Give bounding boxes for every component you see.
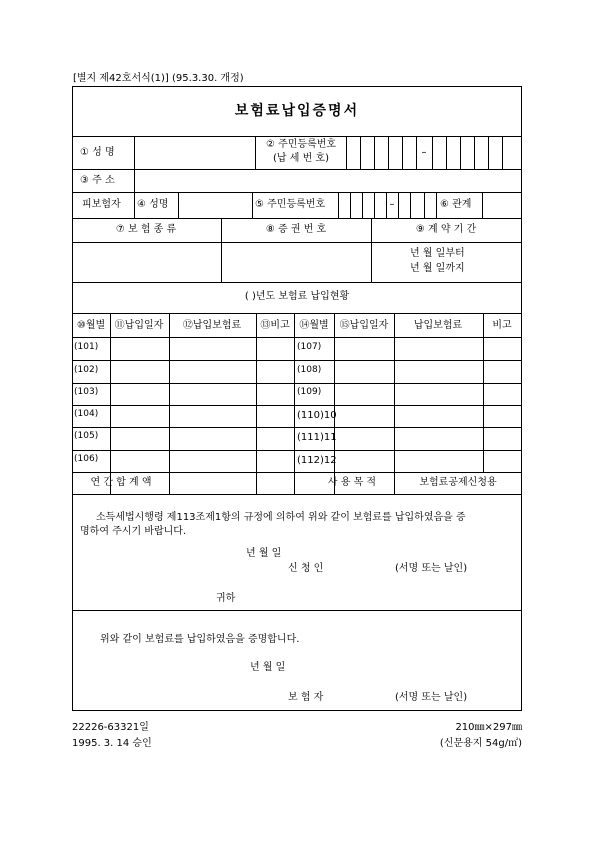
table-line <box>169 313 170 494</box>
annual-total-field[interactable] <box>170 473 255 493</box>
table-line <box>334 313 335 472</box>
divider <box>72 405 522 406</box>
th-paydate-right: ⑮납입일자 <box>339 320 389 331</box>
request-text-line1: 소득세법시행령 제113조제1항의 규정에 의하여 위와 같이 보험료를 납입하였음을 증 <box>96 512 466 523</box>
ins-type-label: ⑦ 보 험 종 류 <box>115 224 177 235</box>
divider <box>72 313 522 314</box>
table-line <box>371 218 372 282</box>
rrn-dash: – <box>421 147 427 158</box>
month-label: (111)11 <box>297 432 337 443</box>
th-premium-left: ⑫납입보험료 <box>182 320 242 331</box>
month-label: (104) <box>74 409 99 419</box>
applicant-label: 신 청 인 <box>288 563 324 574</box>
address-field[interactable] <box>135 170 521 191</box>
insured-label: 피보험자 <box>82 199 121 210</box>
certify-date: 년 월 일 <box>250 662 286 673</box>
month-label: (110)10 <box>297 410 337 421</box>
divider <box>72 450 522 451</box>
applicant-sign: (서명 또는 날인) <box>395 563 468 574</box>
rrn-label: ② 주민등록번호 <box>265 139 337 150</box>
insurer-sign: (서명 또는 날인) <box>395 692 468 703</box>
table-line <box>436 192 437 218</box>
name-label: ① 성 명 <box>80 147 115 158</box>
table-line <box>394 313 395 494</box>
insured-name-label: ④ 성명 <box>137 199 169 210</box>
relation-label: ⑥ 관계 <box>440 199 472 210</box>
table-line <box>256 313 257 494</box>
relation-field[interactable] <box>483 193 521 217</box>
purpose-label: 사 용 목 적 <box>327 477 377 488</box>
annual-total-label: 연 간 합 계 액 <box>90 477 152 488</box>
contract-period-label: ⑨ 계 약 기 간 <box>415 224 477 235</box>
insured-rrn-field[interactable] <box>339 193 435 217</box>
divider <box>72 360 522 361</box>
applicant-rrn-field[interactable] <box>347 137 521 168</box>
divider <box>72 337 522 338</box>
divider <box>72 218 522 219</box>
period-to: 년 월 일까지 <box>410 263 465 274</box>
insurer-label: 보 험 자 <box>288 692 324 703</box>
request-date: 년 월 일 <box>246 548 282 559</box>
table-line <box>134 192 135 218</box>
footer-approval: 1995. 3. 14 승인 <box>72 738 152 749</box>
th-paydate-left: ⑪납입일자 <box>114 320 164 331</box>
th-month-right: ⑭월별 <box>299 320 329 331</box>
insured-name-field[interactable] <box>179 193 251 217</box>
divider <box>72 427 522 428</box>
table-line <box>252 192 253 218</box>
month-label: (112)12 <box>297 455 337 466</box>
divider <box>72 494 522 495</box>
table-line <box>110 313 111 494</box>
table-line <box>255 136 256 169</box>
form-number-note: [별지 제42호서식(1)] (95.3.30. 개정) <box>73 73 244 84</box>
applicant-name-field[interactable] <box>135 137 254 168</box>
divider <box>72 383 522 384</box>
month-label: (102) <box>74 365 99 375</box>
month-label: (103) <box>74 387 99 397</box>
divider <box>72 192 522 193</box>
month-label: (106) <box>74 454 99 464</box>
month-label: (109) <box>297 387 322 397</box>
address-label: ③ 주 소 <box>80 175 115 186</box>
th-month-left: ⑩월별 <box>76 320 106 331</box>
divider <box>72 282 522 283</box>
certify-text: 위와 같이 보험료를 납입하였음을 증명합니다. <box>100 634 300 645</box>
insured-rrn-dash: – <box>389 199 395 210</box>
policy-no-label: ⑧ 증 권 번 호 <box>265 224 327 235</box>
request-text-line2: 명하여 주시기 바랍니다. <box>80 526 187 537</box>
period-from: 년 월 일부터 <box>410 248 465 259</box>
form-title: 보험료납입증명서 <box>234 103 360 119</box>
footer-size: 210㎜×297㎜ <box>455 722 522 733</box>
th-note-left: ⑬비고 <box>260 320 290 331</box>
footer-paper: (신문용지 54g/㎡) <box>439 738 522 749</box>
footer-code: 22226-63321일 <box>72 722 149 733</box>
th-note-right: 비고 <box>492 320 512 331</box>
status-title: ( )년도 보험료 납입현황 <box>244 291 350 302</box>
month-label: (107) <box>297 342 322 352</box>
month-label: (105) <box>74 431 99 441</box>
rrn-sub-label: (납 세 번 호) <box>273 153 329 164</box>
purpose-value: 보험료공제신청용 <box>419 477 497 488</box>
table-line <box>483 313 484 472</box>
th-premium-right: 납입보험료 <box>413 320 463 331</box>
insured-rrn-label: ⑤ 주민등록번호 <box>255 199 326 210</box>
table-line <box>294 313 295 494</box>
policy-no-field[interactable] <box>222 243 370 281</box>
addressee-label: 귀하 <box>216 593 236 604</box>
month-label: (108) <box>297 365 322 375</box>
divider <box>72 472 522 473</box>
ins-type-field[interactable] <box>73 243 220 281</box>
month-label: (101) <box>74 342 99 352</box>
